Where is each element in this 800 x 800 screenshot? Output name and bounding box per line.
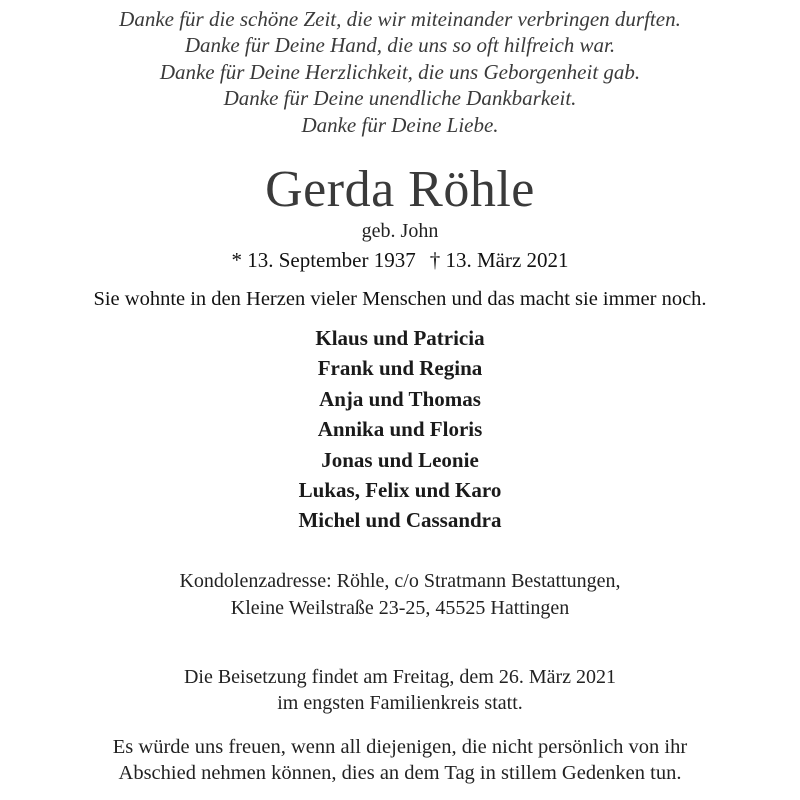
family-member: Lukas, Felix und Karo <box>298 478 502 503</box>
funeral-notice <box>0 664 800 716</box>
family-list <box>0 323 800 536</box>
condolence-address <box>0 568 800 622</box>
closing-line: Es würde uns freuen, wenn all diejenigen, die nicht persönlich von ihr <box>112 736 688 758</box>
family-member: Anja und Thomas <box>319 386 481 411</box>
closing-request <box>0 734 800 786</box>
address-line: Kleine Weilstraße 23-25, 45525 Hattingen <box>230 597 570 619</box>
family-member: Michel und Cassandra <box>298 508 502 533</box>
funeral-line: im engsten Familienkreis statt. <box>277 692 523 714</box>
closing-line: Abschied nehmen können, dies an dem Tag in stillem Gedenken tun. <box>118 762 682 784</box>
death-date: † 13. März 2021 <box>429 248 569 272</box>
deceased-name: Gerda Röhle <box>265 161 535 218</box>
family-member: Jonas und Leonie <box>321 447 479 472</box>
birth-date: * 13. September 1937 <box>231 248 416 272</box>
family-member: Frank und Regina <box>317 356 483 381</box>
family-member: Klaus und Patricia <box>315 326 485 350</box>
family-member: Annika und Floris <box>317 417 483 442</box>
poem-line: Danke für Deine Hand, die uns so oft hilfreich war. <box>184 33 616 58</box>
birth-name: geb. John <box>361 220 439 242</box>
gratitude-poem <box>0 6 800 138</box>
memorial-quote: Sie wohnte in den Herzen vieler Menschen und das macht sie immer noch. <box>93 288 707 310</box>
life-dates <box>0 246 800 274</box>
poem-line: Danke für Deine Herzlichkeit, die uns Geborgenheit gab. <box>159 59 641 84</box>
funeral-line: Die Beisetzung findet am Freitag, dem 26. März 2021 <box>183 666 617 688</box>
address-line: Kondolenzadresse: Röhle, c/o Stratmann Bestattungen, <box>179 570 621 592</box>
poem-line: Danke für die schöne Zeit, die wir miteinander verbringen durften. <box>119 7 681 31</box>
poem-line: Danke für Deine Liebe. <box>301 112 499 137</box>
poem-line: Danke für Deine unendliche Dankbarkeit. <box>223 86 577 111</box>
